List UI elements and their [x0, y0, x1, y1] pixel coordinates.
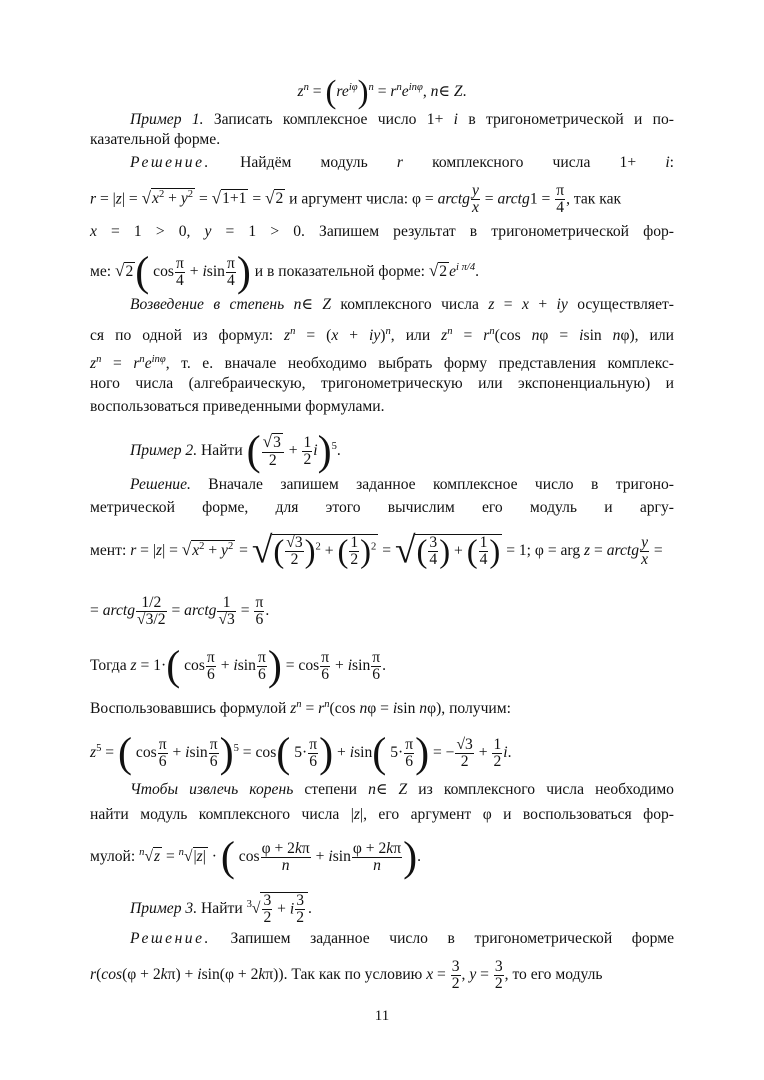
example2-solution-line2: метрической форме, для этого вычислим его модуль и аргу- [90, 499, 674, 516]
example1-solution-line: Решение. Найдём модуль r комплексного числа 1+ i: [130, 154, 674, 171]
example1-modulus-line: $r = |z| = √x^2 + y^2 = √1+1 = √2$ и аргумент числа: φ = arctg $\frac{y}{x}$ = arctg1 = $\frac{\pi}{4}$ , так как [90, 182, 622, 217]
example2-modulus-line: мент: $r = |z| = √x^2 + y^2$ = √( $\frac{√3}{2}$ )$^2$ + ( $\frac{1}{2}$ )$^2$ = √( $\frac{3}{4}$ ) + ( $\frac{1}{4}$ ) = 1; φ = arg z = arctg $\frac{y}{x}$ = [90, 530, 663, 572]
example2-find-line: Пример 2. Найти ( $\frac{√3}{2}$ + $\frac{1}{2}$ i)$^5$. [130, 427, 341, 475]
formula-power-exponential: $z^n = (re^{i\varphi})^n = r^ne^{in\varphi}$, n∈ Z. [297, 74, 467, 111]
power-line2: ся по одной из формул: $z^n = (x + iy)^n$, или $z^n = r^n(\cos$ nφ = isin nφ), или [90, 326, 675, 345]
power-line4: ного числа (алгебраическую, тригонометрическую или экспоненциальную) и [90, 375, 674, 392]
example3-solution-line1: Решение. Запишем заданное число в тригонометрической форме [130, 930, 675, 947]
example1-condition-line: x = 1 > 0, y = 1 > 0. Запишем результат в тригонометрической фор- [90, 223, 674, 240]
power-line1: Возведение в степень n∈ Z комплексного числа z = x + iy осуществляет- [130, 296, 674, 313]
power-line3: $z^n = r^ne^{in\varphi}$, т. е. вначале необходимо выбрать форму представления комплекс- [90, 354, 674, 373]
root-line2: найти модуль комплексного числа |z|, его аргумент φ и воспользоваться фор- [90, 806, 675, 823]
example1-line1: Пример 1. Записать комплексное число 1+ i в тригонометрической и по- [130, 111, 675, 128]
example2-solution-line1: Решение. Вначале запишем заданное комплексное число в тригоно- [130, 476, 674, 493]
example1-solution-label: Решение. [130, 154, 211, 171]
page-number: 11 [374, 1008, 390, 1024]
example3-find-line: Пример 3. Найти $^3$√ $\frac{3}{2}$ + i $\frac{3}{2}$ . [130, 891, 312, 927]
example2-arg-line: = arctg $\frac{1/2}{√3/2}$ = arctg $\frac{1}{√3}$ = $\frac{\pi}{6}$ . [90, 593, 270, 628]
example2-using-line: Воспользовавшись формулой $z^n = r^n(\cos$ nφ = isin nφ), получим: [90, 699, 511, 718]
power-line5: воспользоваться приведенными формулами. [90, 398, 385, 415]
root-formula-line: мулой: $^n$√z = $^n$√|z| · ( cos $\frac{\varphi + 2k\pi}{n}$ + isin $\frac{\varphi + 2k\pi}{n}$ ). [90, 833, 422, 881]
example1-line2: казательной форме. [90, 131, 221, 148]
example1-label: Пример 1. [130, 111, 204, 128]
example3-solution-line2: r(cos(φ + 2kπ) + isin(φ + 2kπ)). Так как по условию x = $\frac{3}{2}$ , y = $\frac{3}{2}$ , то его модуль [90, 957, 603, 992]
root-line1: Чтобы извлечь корень степени n∈ Z из комплексного числа необходимо [130, 781, 674, 798]
example1-result-line: ме: √2( cos $\frac{\pi}{4}$ + isin $\frac{\pi}{4}$ ) и в показательной форме: √2 $e^{i \pi/4}$. [90, 248, 480, 296]
example2-result-line: $z^5$ = ( cos $\frac{\pi}{6}$ + isin $\frac{\pi}{6}$ )$^5$ = cos( 5· $\frac{\pi}{6}$ ) + isin( 5· $\frac{\pi}{6}$ ) = − $\frac{√3}{2}$ + $\frac{1}{2}$ i. [90, 729, 512, 777]
example2-then-line: Тогда z = 1·( cos $\frac{\pi}{6}$ + isin $\frac{\pi}{6}$ ) = cos $\frac{\pi}{6}$ + isin $\frac{\pi}{6}$ . [90, 642, 387, 690]
